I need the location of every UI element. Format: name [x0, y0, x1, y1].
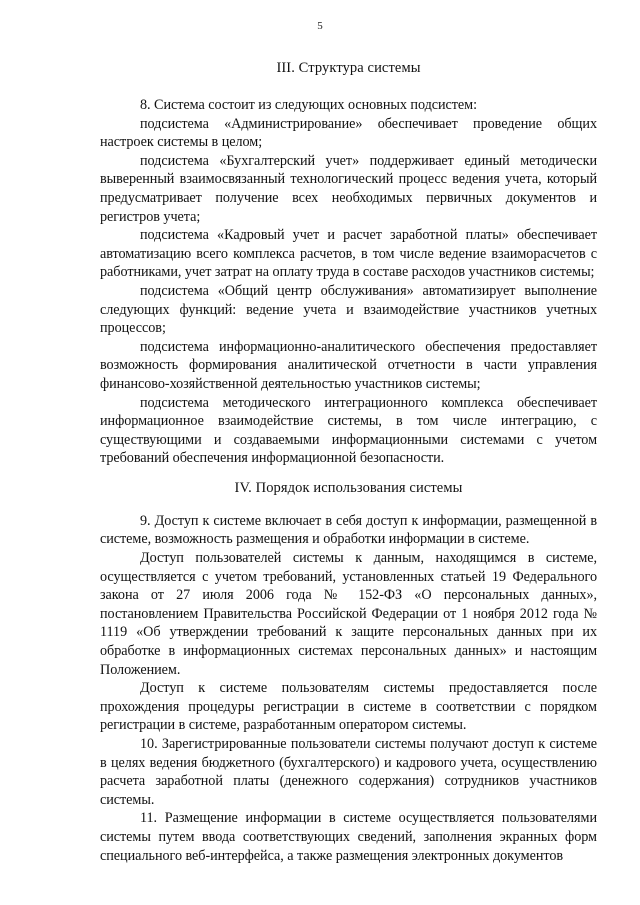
paragraph: 11. Размещение информации в системе осуществляется пользователями системы путем ввода соответствующих сведений, заполнения экранных форм специального веб-интерфейса, а также размещения электронных документов — [100, 810, 597, 864]
paragraph: подсистема «Бухгалтерский учет» поддерживает единый методически выверенный взаимосвязанный технологический процесс ведения учета, который предусматривает получение всех необходимых первичных документов и регистров учета; — [100, 152, 597, 225]
paragraph: Доступ пользователей системы к данным, находящимся в системе, осуществляется с учетом требований, установленных статьей 19 Федерального закона от 27 июля 2006 года № 152-ФЗ «О персональных данных», постановлением Правительства Российской Федерации от 1 ноября 2012 года № 1119 «Об утверждении требований к защите персональных данных при их обработке в информационных системах персональных данных» и настоящим Положением. — [100, 550, 597, 678]
section-title-usage: IV. Порядок использования системы — [234, 479, 463, 496]
paragraph: подсистема «Общий центр обслуживания» автоматизирует выполнение следующих функций: ведение учета и взаимодействие участников учетных процессов; — [100, 282, 597, 337]
paragraph: подсистема «Администрирование» обеспечивает проведение общих настроек системы в целом; — [100, 115, 597, 151]
paragraph: 9. Доступ к системе включает в себя доступ к информации, размещенной в системе, возможность размещения и обработки информации в системе. — [100, 512, 597, 548]
paragraph: Доступ к системе пользователям системы предоставляется после прохождения процедуры регистрации в системе в соответствии с порядком регистрации в системе, разработанным оператором системы. — [100, 680, 597, 734]
paragraph: подсистема методического интеграционного комплекса обеспечивает информационное взаимодействие системы, в том числе интеграцию, с существующими и создаваемыми информационными системами с учетом требований обеспечения информационной безопасности. — [100, 394, 597, 467]
paragraph: 8. Система состоит из следующих основных подсистем: — [140, 97, 477, 113]
paragraph: подсистема информационно-аналитического обеспечения предоставляет возможность формирования аналитической отчетности в части управления финансово-хозяйственной деятельностью участников системы; — [100, 338, 597, 392]
paragraph: 10. Зарегистрированные пользователи системы получают доступ к системе в целях ведения бюджетного (бухгалтерского) и кадрового учета, осуществлению расчета заработной платы (денежного содержания) сотрудников участников системы. — [100, 736, 597, 808]
document-body — [100, 46, 597, 865]
paragraph: подсистема «Кадровый учет и расчет заработной платы» обеспечивает автоматизацию всего комплекса расчетов, в том числе ведение взаиморасчетов с работниками, учет затрат на оплату труда в составе расходов участников системы; — [100, 227, 597, 281]
page-number: 5 — [317, 20, 323, 32]
section-title-structure: III. Структура системы — [276, 60, 421, 76]
